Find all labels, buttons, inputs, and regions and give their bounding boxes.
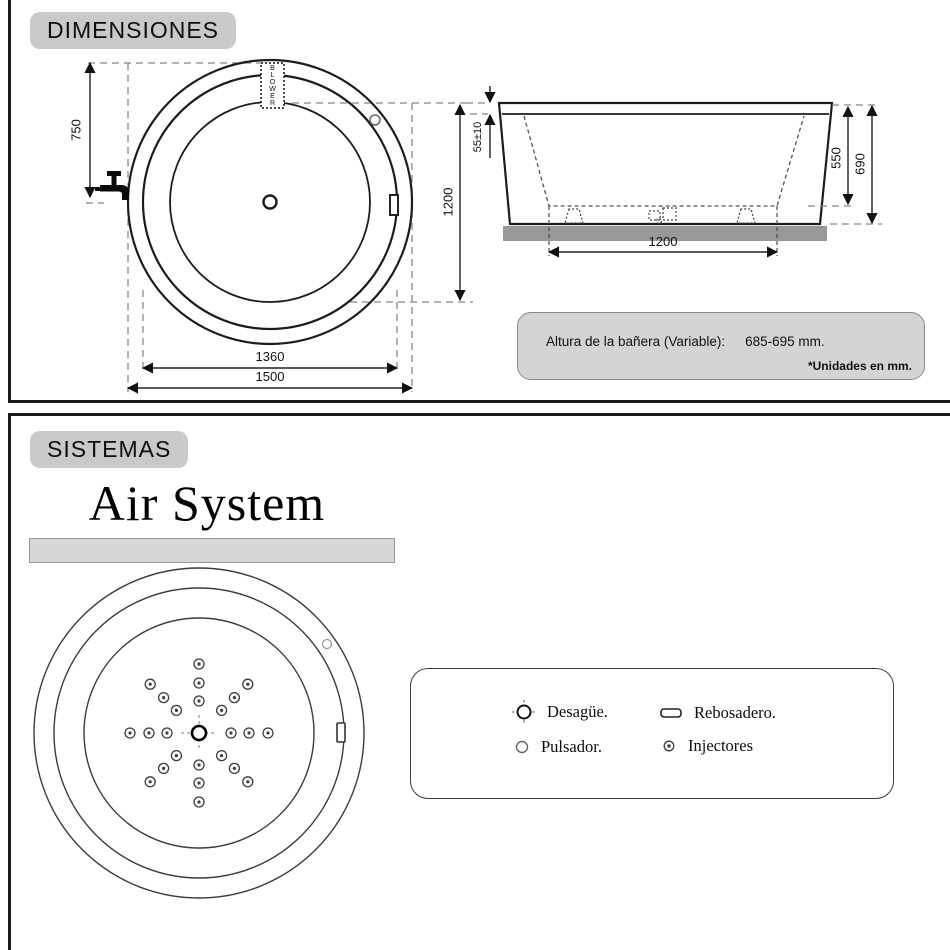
injector-jet-dot bbox=[197, 781, 200, 784]
rebosadero-top-view bbox=[390, 195, 398, 215]
injector-jet-dot bbox=[220, 754, 223, 757]
legend-label-drain: Desagüe. bbox=[547, 702, 608, 721]
foot-right bbox=[737, 209, 755, 223]
overflow-icon bbox=[658, 706, 684, 720]
injector-jet-dot bbox=[266, 731, 269, 734]
legend-item-button bbox=[513, 737, 602, 757]
svg-text:690: 690 bbox=[852, 153, 868, 175]
legend-label-injectors: Injectores bbox=[688, 736, 754, 755]
injector-jet-dot bbox=[165, 731, 168, 734]
inner-profile-hidden bbox=[524, 116, 804, 206]
injector-jet-dot bbox=[197, 800, 200, 803]
height-note-value: 685-695 mm. bbox=[745, 334, 825, 349]
injector-jet-dot bbox=[220, 709, 223, 712]
injector-jet-dot bbox=[162, 767, 165, 770]
height-note-box bbox=[517, 312, 925, 380]
injector-jet-dot bbox=[233, 767, 236, 770]
injector-jet-dot bbox=[149, 683, 152, 686]
injector-icon bbox=[660, 737, 678, 755]
legend-label-overflow: Rebosadero. bbox=[694, 703, 777, 722]
dim-1500 bbox=[128, 369, 412, 388]
svg-text:750: 750 bbox=[68, 119, 84, 141]
dim-750 bbox=[68, 63, 90, 197]
injector-jet-dot bbox=[147, 731, 150, 734]
drain-center bbox=[181, 715, 217, 751]
injector-jet-dot bbox=[175, 709, 178, 712]
injector-jet-dot bbox=[197, 763, 200, 766]
dim-550 bbox=[808, 105, 878, 206]
legend-item-overflow bbox=[658, 703, 776, 723]
drain-top-view bbox=[264, 196, 277, 209]
injector-jet-dot bbox=[128, 731, 131, 734]
rebosadero-plan-view bbox=[337, 723, 345, 742]
bathtub-side-view bbox=[440, 80, 900, 266]
injector-jet-dot bbox=[149, 780, 152, 783]
air-system-plan-view bbox=[20, 555, 390, 925]
legend-item-drain bbox=[511, 699, 608, 725]
injector-jet-dot bbox=[162, 696, 165, 699]
drain-assembly bbox=[649, 208, 676, 224]
injector-jet-dot bbox=[197, 662, 200, 665]
svg-text:1200: 1200 bbox=[648, 234, 678, 249]
button-icon bbox=[513, 738, 531, 756]
svg-text:550: 550 bbox=[828, 147, 844, 169]
air-system-title: Air System bbox=[88, 475, 326, 531]
injector-jet-dot bbox=[175, 754, 178, 757]
legend-item-injectors bbox=[660, 736, 753, 756]
dimensions-header: DIMENSIONES bbox=[30, 12, 236, 49]
systems-header: SISTEMAS bbox=[30, 431, 188, 468]
bathtub-top-view bbox=[30, 40, 490, 402]
legend-label-button: Pulsador. bbox=[541, 737, 602, 756]
legend-box bbox=[410, 668, 894, 799]
svg-text:55±10: 55±10 bbox=[471, 121, 484, 153]
injector-jet-dot bbox=[246, 683, 249, 686]
injector-jet-dot bbox=[197, 699, 200, 702]
dim-1360 bbox=[143, 349, 397, 368]
faucet-icon bbox=[95, 171, 129, 200]
pulsador-top-view bbox=[370, 115, 380, 125]
pulsador-plan-view bbox=[323, 640, 332, 649]
units-note: *Unidades en mm. bbox=[807, 359, 912, 373]
foot-left bbox=[565, 209, 583, 223]
dim-55 bbox=[466, 86, 490, 158]
injector-jet-dot bbox=[233, 696, 236, 699]
svg-text:1500: 1500 bbox=[255, 369, 285, 384]
drain-icon bbox=[511, 699, 537, 725]
height-note bbox=[546, 334, 825, 349]
injector-jet-dot bbox=[197, 681, 200, 684]
svg-text:1360: 1360 bbox=[255, 349, 285, 364]
injector-jet-dot bbox=[229, 731, 232, 734]
height-note-label: Altura de la bañera (Variable): bbox=[546, 334, 726, 349]
blower-label: BLOWER bbox=[269, 65, 276, 107]
injector-jet-dot bbox=[247, 731, 250, 734]
svg-text:1200: 1200 bbox=[440, 187, 456, 217]
injector-jet-dot bbox=[246, 780, 249, 783]
